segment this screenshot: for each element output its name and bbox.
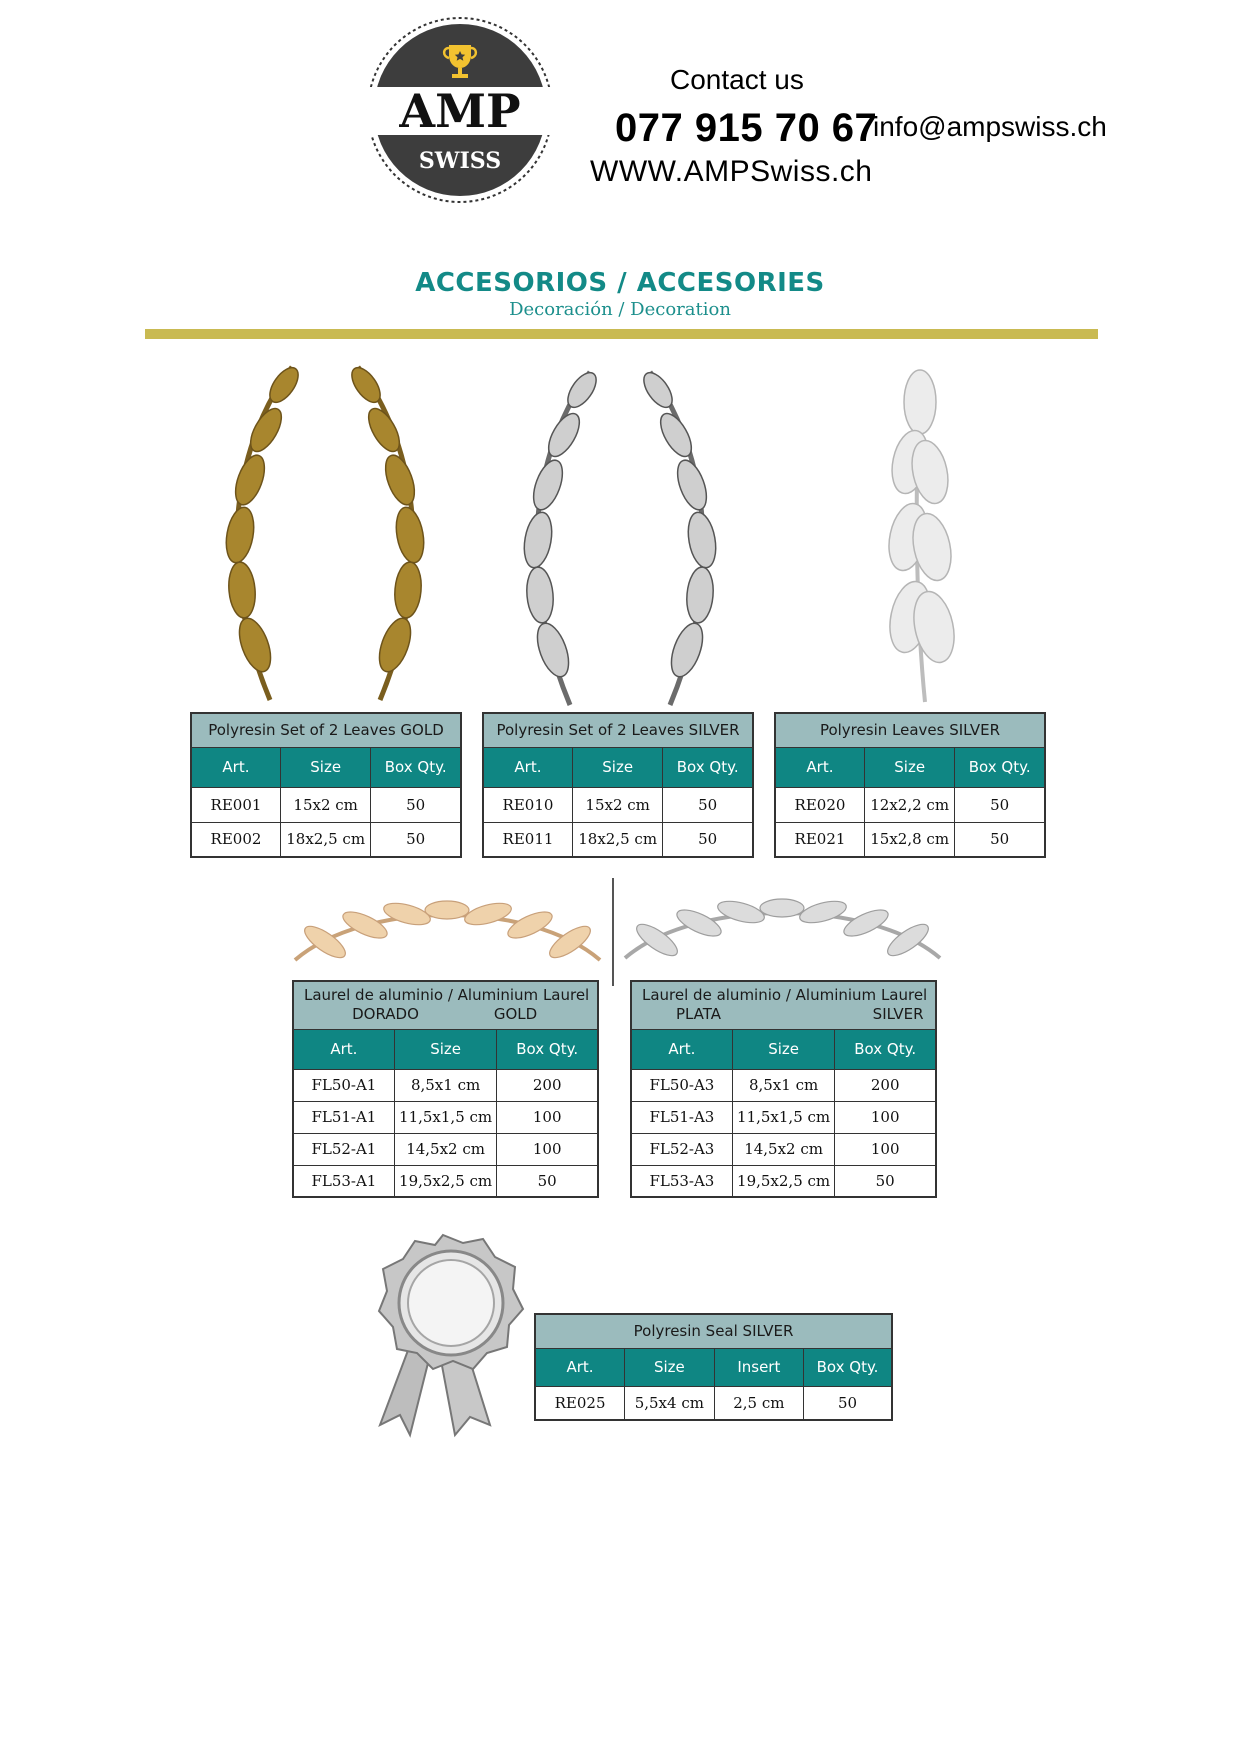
col-header-size: Size [625, 1348, 715, 1386]
phone-number[interactable]: 077 915 70 67 [615, 106, 878, 150]
cell-size: 5,5x4 cm [625, 1386, 715, 1420]
cell-box-qty: 200 [835, 1069, 936, 1101]
table-row [631, 1069, 936, 1101]
cell-size: 14,5x2 cm [394, 1133, 497, 1165]
cell-art: FL53-A1 [293, 1165, 394, 1197]
cell-art: RE011 [483, 822, 572, 857]
logo-text-swiss: SWISS [418, 148, 502, 174]
table-caption [631, 981, 936, 1029]
cell-size: 15x2 cm [280, 787, 370, 822]
table-row [775, 787, 1045, 822]
cell-size: 19,5x2,5 cm [732, 1165, 835, 1197]
col-header-insert: Insert [714, 1348, 804, 1386]
cell-box-qty: 100 [497, 1101, 598, 1133]
col-header-box-qty: Box Qty. [371, 747, 461, 787]
caption-gold: GOLD [493, 1005, 538, 1024]
col-header-art: Art. [631, 1029, 732, 1069]
column-divider [612, 878, 614, 986]
table-caption-line2 [632, 1005, 935, 1024]
website-link[interactable]: WWW.AMPSwiss.ch [590, 155, 873, 188]
col-header-art: Art. [293, 1029, 394, 1069]
cell-art: FL53-A3 [631, 1165, 732, 1197]
cell-size: 11,5x1,5 cm [394, 1101, 497, 1133]
cell-box-qty: 100 [497, 1133, 598, 1165]
table-caption-line2 [294, 1005, 597, 1024]
section-subtitle: Decoración / Decoration [509, 299, 731, 320]
cell-art: RE021 [775, 822, 864, 857]
table-row [293, 1133, 598, 1165]
table-laurel-gold [292, 980, 599, 1198]
table-caption: Polyresin Set of 2 Leaves SILVER [483, 713, 753, 747]
cell-box-qty: 50 [835, 1165, 936, 1197]
table-leaves-silver [774, 712, 1046, 858]
col-header-box-qty: Box Qty. [804, 1348, 892, 1386]
table-leaves-gold [190, 712, 462, 858]
cell-art: RE010 [483, 787, 572, 822]
table-row [775, 822, 1045, 857]
cell-insert: 2,5 cm [714, 1386, 804, 1420]
col-header-box-qty: Box Qty. [835, 1029, 936, 1069]
table-row [483, 787, 753, 822]
table-laurel-silver [630, 980, 937, 1198]
cell-art: FL51-A3 [631, 1101, 732, 1133]
col-header-art: Art. [191, 747, 280, 787]
cell-art: RE020 [775, 787, 864, 822]
laurel-pair-silver-icon [490, 360, 750, 715]
cell-box-qty: 50 [955, 822, 1045, 857]
col-header-size: Size [864, 747, 954, 787]
cell-box-qty: 50 [497, 1165, 598, 1197]
email-link[interactable]: info@ampswiss.ch [873, 111, 1107, 142]
table-leaves-silver-set [482, 712, 754, 858]
cell-size: 19,5x2,5 cm [394, 1165, 497, 1197]
laurel-pair-gold-icon [200, 355, 450, 710]
cell-art: RE001 [191, 787, 280, 822]
caption-plata: PLATA [675, 1005, 722, 1024]
cell-size: 8,5x1 cm [394, 1069, 497, 1101]
cell-art: FL51-A1 [293, 1101, 394, 1133]
table-caption [293, 981, 598, 1029]
col-header-art: Art. [535, 1348, 625, 1386]
table-row [191, 822, 461, 857]
table-caption-line1: Laurel de aluminio / Aluminium Laurel [642, 986, 928, 1005]
cell-box-qty: 50 [804, 1386, 892, 1420]
cell-art: FL52-A1 [293, 1133, 394, 1165]
cell-art: RE025 [535, 1386, 625, 1420]
section-rule [145, 329, 1098, 339]
table-row [631, 1133, 936, 1165]
table-row [483, 822, 753, 857]
cell-art: FL50-A1 [293, 1069, 394, 1101]
col-header-art: Art. [483, 747, 572, 787]
table-row [293, 1069, 598, 1101]
laurel-arc-silver-icon [615, 878, 950, 978]
cell-size: 18x2,5 cm [280, 822, 370, 857]
table-row [535, 1386, 892, 1420]
col-header-size: Size [732, 1029, 835, 1069]
col-header-art: Art. [775, 747, 864, 787]
col-header-size: Size [394, 1029, 497, 1069]
table-row [631, 1165, 936, 1197]
laurel-branch-silver-icon [870, 362, 970, 707]
cell-size: 18x2,5 cm [572, 822, 662, 857]
cell-box-qty: 100 [835, 1133, 936, 1165]
rosette-seal-silver-icon [355, 1225, 530, 1440]
cell-size: 15x2,8 cm [864, 822, 954, 857]
cell-box-qty: 200 [497, 1069, 598, 1101]
cell-art: FL52-A3 [631, 1133, 732, 1165]
table-row [631, 1101, 936, 1133]
logo-text-amp: AMP [399, 84, 521, 138]
caption-silver: SILVER [872, 1005, 924, 1024]
cell-box-qty: 50 [371, 787, 461, 822]
table-caption: Polyresin Seal SILVER [535, 1314, 892, 1348]
amp-swiss-logo [365, 15, 555, 205]
cell-box-qty: 50 [955, 787, 1045, 822]
cell-size: 12x2,2 cm [864, 787, 954, 822]
cell-box-qty: 50 [663, 822, 753, 857]
col-header-box-qty: Box Qty. [497, 1029, 598, 1069]
cell-size: 14,5x2 cm [732, 1133, 835, 1165]
col-header-box-qty: Box Qty. [955, 747, 1045, 787]
col-header-size: Size [280, 747, 370, 787]
section-title: ACCESORIOS / ACCESORIES [415, 268, 825, 298]
cell-box-qty: 100 [835, 1101, 936, 1133]
table-row [191, 787, 461, 822]
laurel-arc-gold-icon [285, 880, 610, 980]
cell-box-qty: 50 [371, 822, 461, 857]
cell-size: 11,5x1,5 cm [732, 1101, 835, 1133]
cell-art: RE002 [191, 822, 280, 857]
contact-title: Contact us [670, 64, 804, 95]
cell-art: FL50-A3 [631, 1069, 732, 1101]
col-header-box-qty: Box Qty. [663, 747, 753, 787]
table-seal-silver [534, 1313, 893, 1421]
cell-box-qty: 50 [663, 787, 753, 822]
table-caption: Polyresin Leaves SILVER [775, 713, 1045, 747]
table-row [293, 1165, 598, 1197]
col-header-size: Size [572, 747, 662, 787]
caption-dorado: DORADO [352, 1005, 419, 1024]
cell-size: 8,5x1 cm [732, 1069, 835, 1101]
table-caption: Polyresin Set of 2 Leaves GOLD [191, 713, 461, 747]
table-caption-line1: Laurel de aluminio / Aluminium Laurel [304, 986, 590, 1005]
table-row [293, 1101, 598, 1133]
cell-size: 15x2 cm [572, 787, 662, 822]
